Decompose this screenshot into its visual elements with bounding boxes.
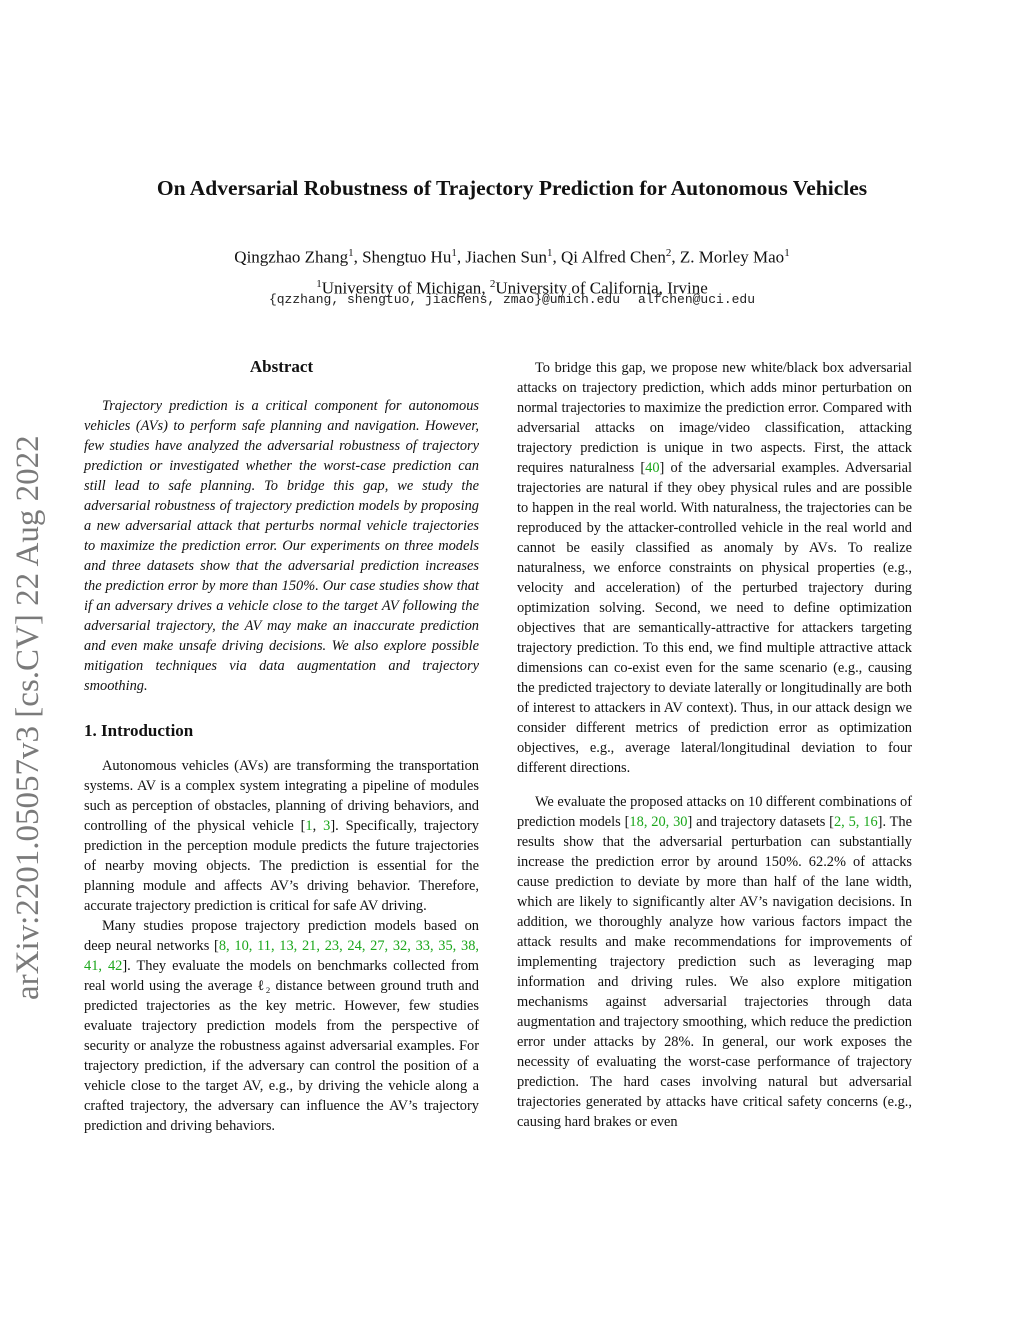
- paragraph-text: ]. They evaluate the models on benchmarks collected from real world using the average ℓ₂ distance between ground truth and predicted trajectories as the key metric. However, few studies evaluate trajectory prediction models from the perspective of security or analyze the robustness against adversarial examples. For trajectory prediction, if the adversary can control the position of a vehicle close to the target AV, e.g., by driving the vehicle along a crafted trajectory, the adversary can influence the AV’s trajectory prediction and driving behaviors.: [84, 958, 479, 1134]
- citation-link[interactable]: 18, 20, 30: [629, 814, 688, 830]
- affiliation-name: University of California, Irvine: [495, 278, 708, 298]
- abstract-text: Trajectory prediction is a critical component for autonomous vehicles (AVs) to perform safe planning and navigation. However, few studies have analyzed the adversarial robustness of trajectory prediction or investigated whether the worst-case prediction can still lead to safe planning. To bridge this gap, we study the adversarial robustness of trajectory prediction models by proposing a new adversarial attack that perturbs normal vehicle trajectories to maximize the prediction error. Our experiments on three models and three datasets show that the adversarial prediction increases the prediction error by more than 150%. Our case studies show that if an adversary drives a vehicle close to the target AV following the adversarial trajectory, the AV may make an inaccurate prediction and even make unsafe driving decisions. We also explore possible mitigation techniques via data augmentation and trajectory smoothing.: [84, 398, 479, 694]
- author-name: Shengtuo Hu: [362, 247, 452, 267]
- paragraph-text: ]. The results show that the adversarial perturbation can substantially increase the prediction error by around 150%. 62.2% of attacks cause prediction to deviate by more than half of the lane width, which are likely to significantly alter AV’s navigation decisions. In addition, we thoroughly analyze how various factors impact the attack results and make recommendations for improvements of implementing trajectory prediction such as leveraging map information and driving rules. We also explore mitigation mechanisms against adversarial trajectories through data augmentation and trajectory smoothing, which reduce the prediction error under attacks by 28%. In general, our work exposes the necessity of evaluating the worst-case performance of trajectory prediction. The hard cases involving natural but adversarial trajectories generated by attacks have critical safety concerns (e.g., causing hard brakes or even: [517, 814, 913, 1130]
- email-umich: {qzzhang, shengtuo, jiachens, zmao}@umich.edu: [268, 292, 621, 307]
- author-affiliation-mark: 1: [348, 247, 354, 259]
- abstract-heading: Abstract: [249, 357, 314, 376]
- paragraph-text: ]. Specifically, trajectory prediction in the perception module predicts the future trajectories of nearby moving objects. The prediction is essential for the planning module and affects AV’s driving behavior. Therefore, accurate trajectory prediction is critical for safe AV driving.: [84, 818, 479, 914]
- intro-paragraph-3: [517, 358, 912, 778]
- affiliation-list: $^1$University of Michigan, $^2$University of California, Irvine: [316, 277, 708, 298]
- author-name: Qi Alfred Chen: [561, 247, 666, 267]
- author-affiliation-mark: 1: [784, 247, 790, 259]
- author-affiliation-mark: 1: [547, 247, 553, 259]
- author-name: Qingzhao Zhang: [234, 247, 349, 267]
- section-heading-introduction: 1. Introduction: [84, 721, 194, 740]
- affiliation-name: University of Michigan: [321, 278, 482, 298]
- left-column: [84, 356, 479, 1136]
- author-name: Jiachen Sun: [465, 247, 548, 267]
- citation-link[interactable]: 1: [305, 818, 313, 834]
- author-affiliation-mark: 1: [451, 247, 457, 259]
- paragraph-text: ] of the adversarial examples. Adversarial trajectories are natural if they obey physical rules and are possible to happen in the real world. With naturalness, the trajectories can be reproduced by the attacker-controlled vehicle in the real world and cannot be easily classified as anomaly by AVs. To realize naturalness, we enforce constraints on physical properties (e.g., velocity and acceleration) of the perturbed trajectory during optimization solving. Second, we need to define optimization objectives that are semantically-attractive for attackers targeting trajectory prediction. To this end, we find multiple attractive attack dimensions can co-exist even for the same scenario (e.g., causing the predicted trajectory to deviate laterally or longitudinally are both of interest to attackers in AV context). Thus, in our attack design we consider different metrics of prediction error as optimization objectives, e.g., average lateral/longitudinal deviation to four different directions.: [517, 460, 912, 776]
- citation-link[interactable]: 40: [645, 460, 660, 476]
- author-name: Z. Morley Mao: [679, 247, 785, 267]
- intro-paragraph-2: [84, 916, 479, 1136]
- citation-link[interactable]: 8, 10, 11, 13, 21, 23, 24, 27, 32, 33, 35, 38, 41, 42: [84, 938, 479, 974]
- paragraph-text: We evaluate the proposed attacks on 10 different combinations of prediction models [: [517, 794, 913, 830]
- affiliation-number: 2: [489, 277, 496, 290]
- author-affiliation-mark: 2: [665, 247, 672, 259]
- paper-title: On Adversarial Robustness of Trajectory Prediction for Autonomous Vehicles: [156, 176, 868, 200]
- citation-link[interactable]: 2, 5, 16: [833, 814, 878, 830]
- paragraph-text: Many studies propose trajectory prediction models based on deep neural networks [: [84, 918, 479, 954]
- right-column: [517, 358, 912, 1132]
- intro-paragraph-4: [517, 792, 912, 1132]
- paragraph-text: ] and trajectory datasets [: [687, 814, 834, 830]
- arxiv-identifier: arXiv:2201.05057v3 [cs.CV] 22 Aug 2022: [10, 435, 46, 1000]
- author-emails: [0, 292, 1024, 307]
- email-uci: alfchen@uci.edu: [638, 292, 756, 307]
- author-list: Qingzhao Zhang$^1$, Shengtuo Hu$^1$, Jiachen Sun$^1$, Qi Alfred Chen$^2$, Z. Morley Mao$^1$: [234, 247, 790, 267]
- citation-link[interactable]: 3: [323, 818, 331, 834]
- paragraph-text: Autonomous vehicles (AVs) are transforming the transportation systems. AV is a complex system integrating a pipeline of modules such as perception of obstacles, planning of driving behaviors, and controlling of the physical vehicle [: [84, 758, 479, 834]
- intro-paragraph-1: Autonomous vehicles (AVs) are transforming the transportation systems. AV is a complex system integrating a pipeline of modules such as perception of obstacles, planning of driving behaviors, and controlling of the physical vehicle [1, 3]. Specifically, trajectory prediction in the perception module predicts the future trajectories of nearby moving objects. The prediction is essential for the planning module and affects AV’s driving behavior. Therefore, accurate trajectory prediction is critical for safe AV driving.: [84, 758, 479, 914]
- paragraph-text: To bridge this gap, we propose new white/black box adversarial attacks on trajectory prediction, which adds minor perturbation on normal trajectories to maximize the prediction error. Compared with adversarial attacks on image/video classification, attacking trajectory prediction is unique in two aspects. First, the attack requires naturalness [: [517, 360, 912, 476]
- affiliation-number: 1: [316, 277, 322, 290]
